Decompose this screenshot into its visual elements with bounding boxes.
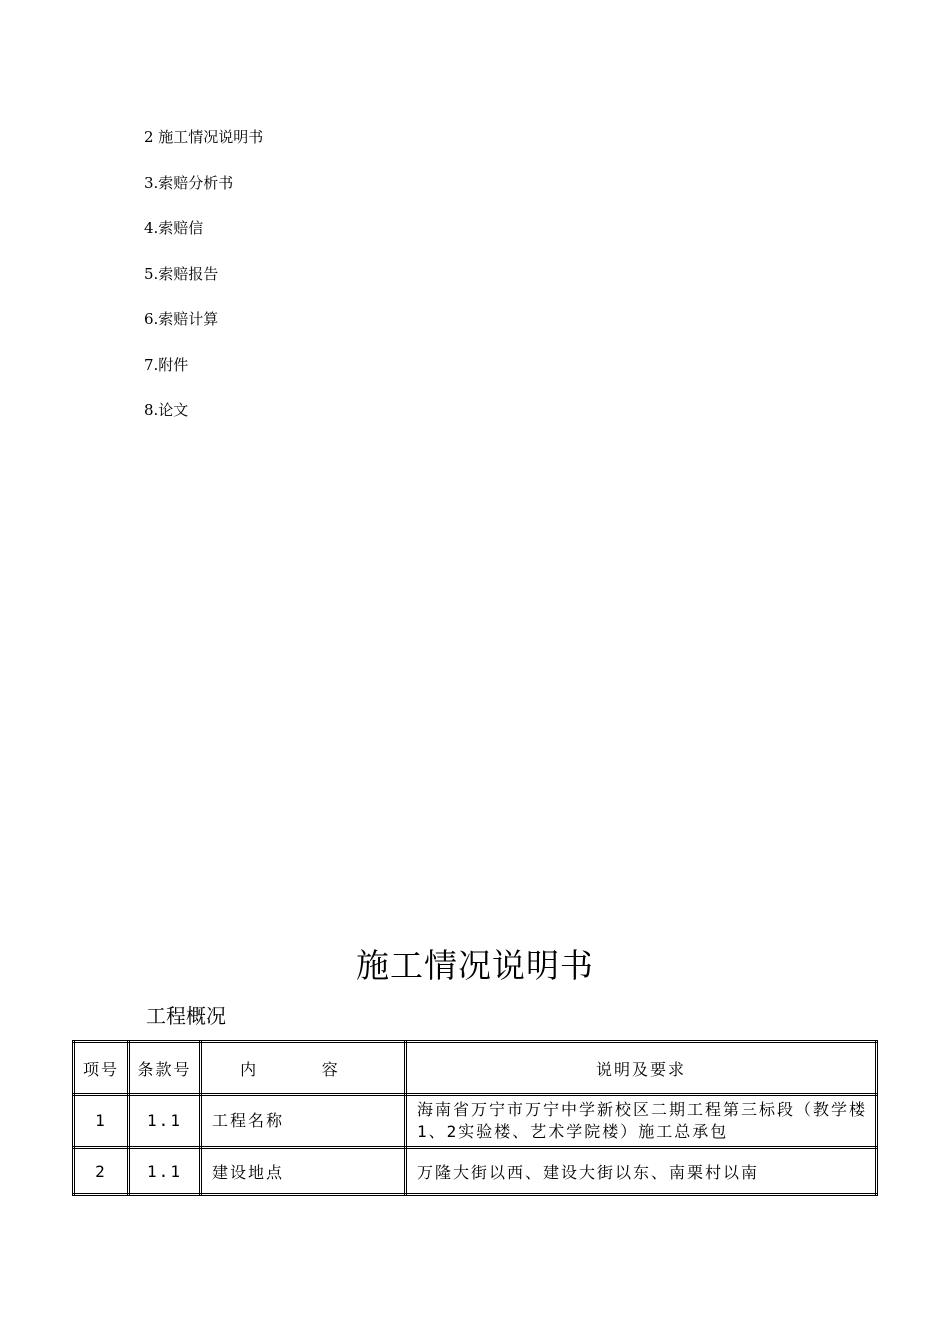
toc-item: 2 施工情况说明书 — [144, 128, 264, 146]
toc-item: 5.索赔报告 — [144, 264, 219, 283]
cell-description: 万隆大街以西、建设大街以东、南栗村以南 — [406, 1148, 877, 1195]
header-content: 内 容 — [201, 1042, 406, 1095]
table-of-contents — [144, 124, 263, 443]
cell-content: 建设地点 — [201, 1148, 406, 1195]
toc-item: 6.索赔计算 — [144, 310, 219, 328]
cell-item-no: 2 — [74, 1148, 129, 1195]
cell-content: 工程名称 — [201, 1095, 406, 1148]
header-item-no: 项号 — [74, 1042, 129, 1095]
toc-item: 8.论文 — [144, 401, 189, 419]
project-overview-table — [72, 1040, 878, 1196]
section-heading: 工程概况 — [146, 1004, 226, 1028]
table-row — [74, 1148, 877, 1195]
cell-description: 海南省万宁市万宁中学新校区二期工程第三标段（教学楼1、2实验楼、艺术学院楼）施工总承包 — [406, 1095, 877, 1148]
cell-clause-no: 1.1 — [129, 1148, 201, 1195]
header-description: 说明及要求 — [406, 1042, 877, 1095]
toc-item: 3.索赔分析书 — [144, 173, 234, 192]
header-clause-no: 条款号 — [129, 1042, 201, 1095]
cell-clause-no: 1.1 — [129, 1095, 201, 1148]
toc-item: 4.索赔信 — [144, 219, 204, 237]
toc-item: 7.附件 — [144, 355, 189, 374]
cell-item-no: 1 — [74, 1095, 129, 1148]
table-row — [74, 1095, 877, 1148]
table-header-row — [74, 1042, 877, 1095]
document-title: 施工情况说明书 — [356, 946, 594, 985]
